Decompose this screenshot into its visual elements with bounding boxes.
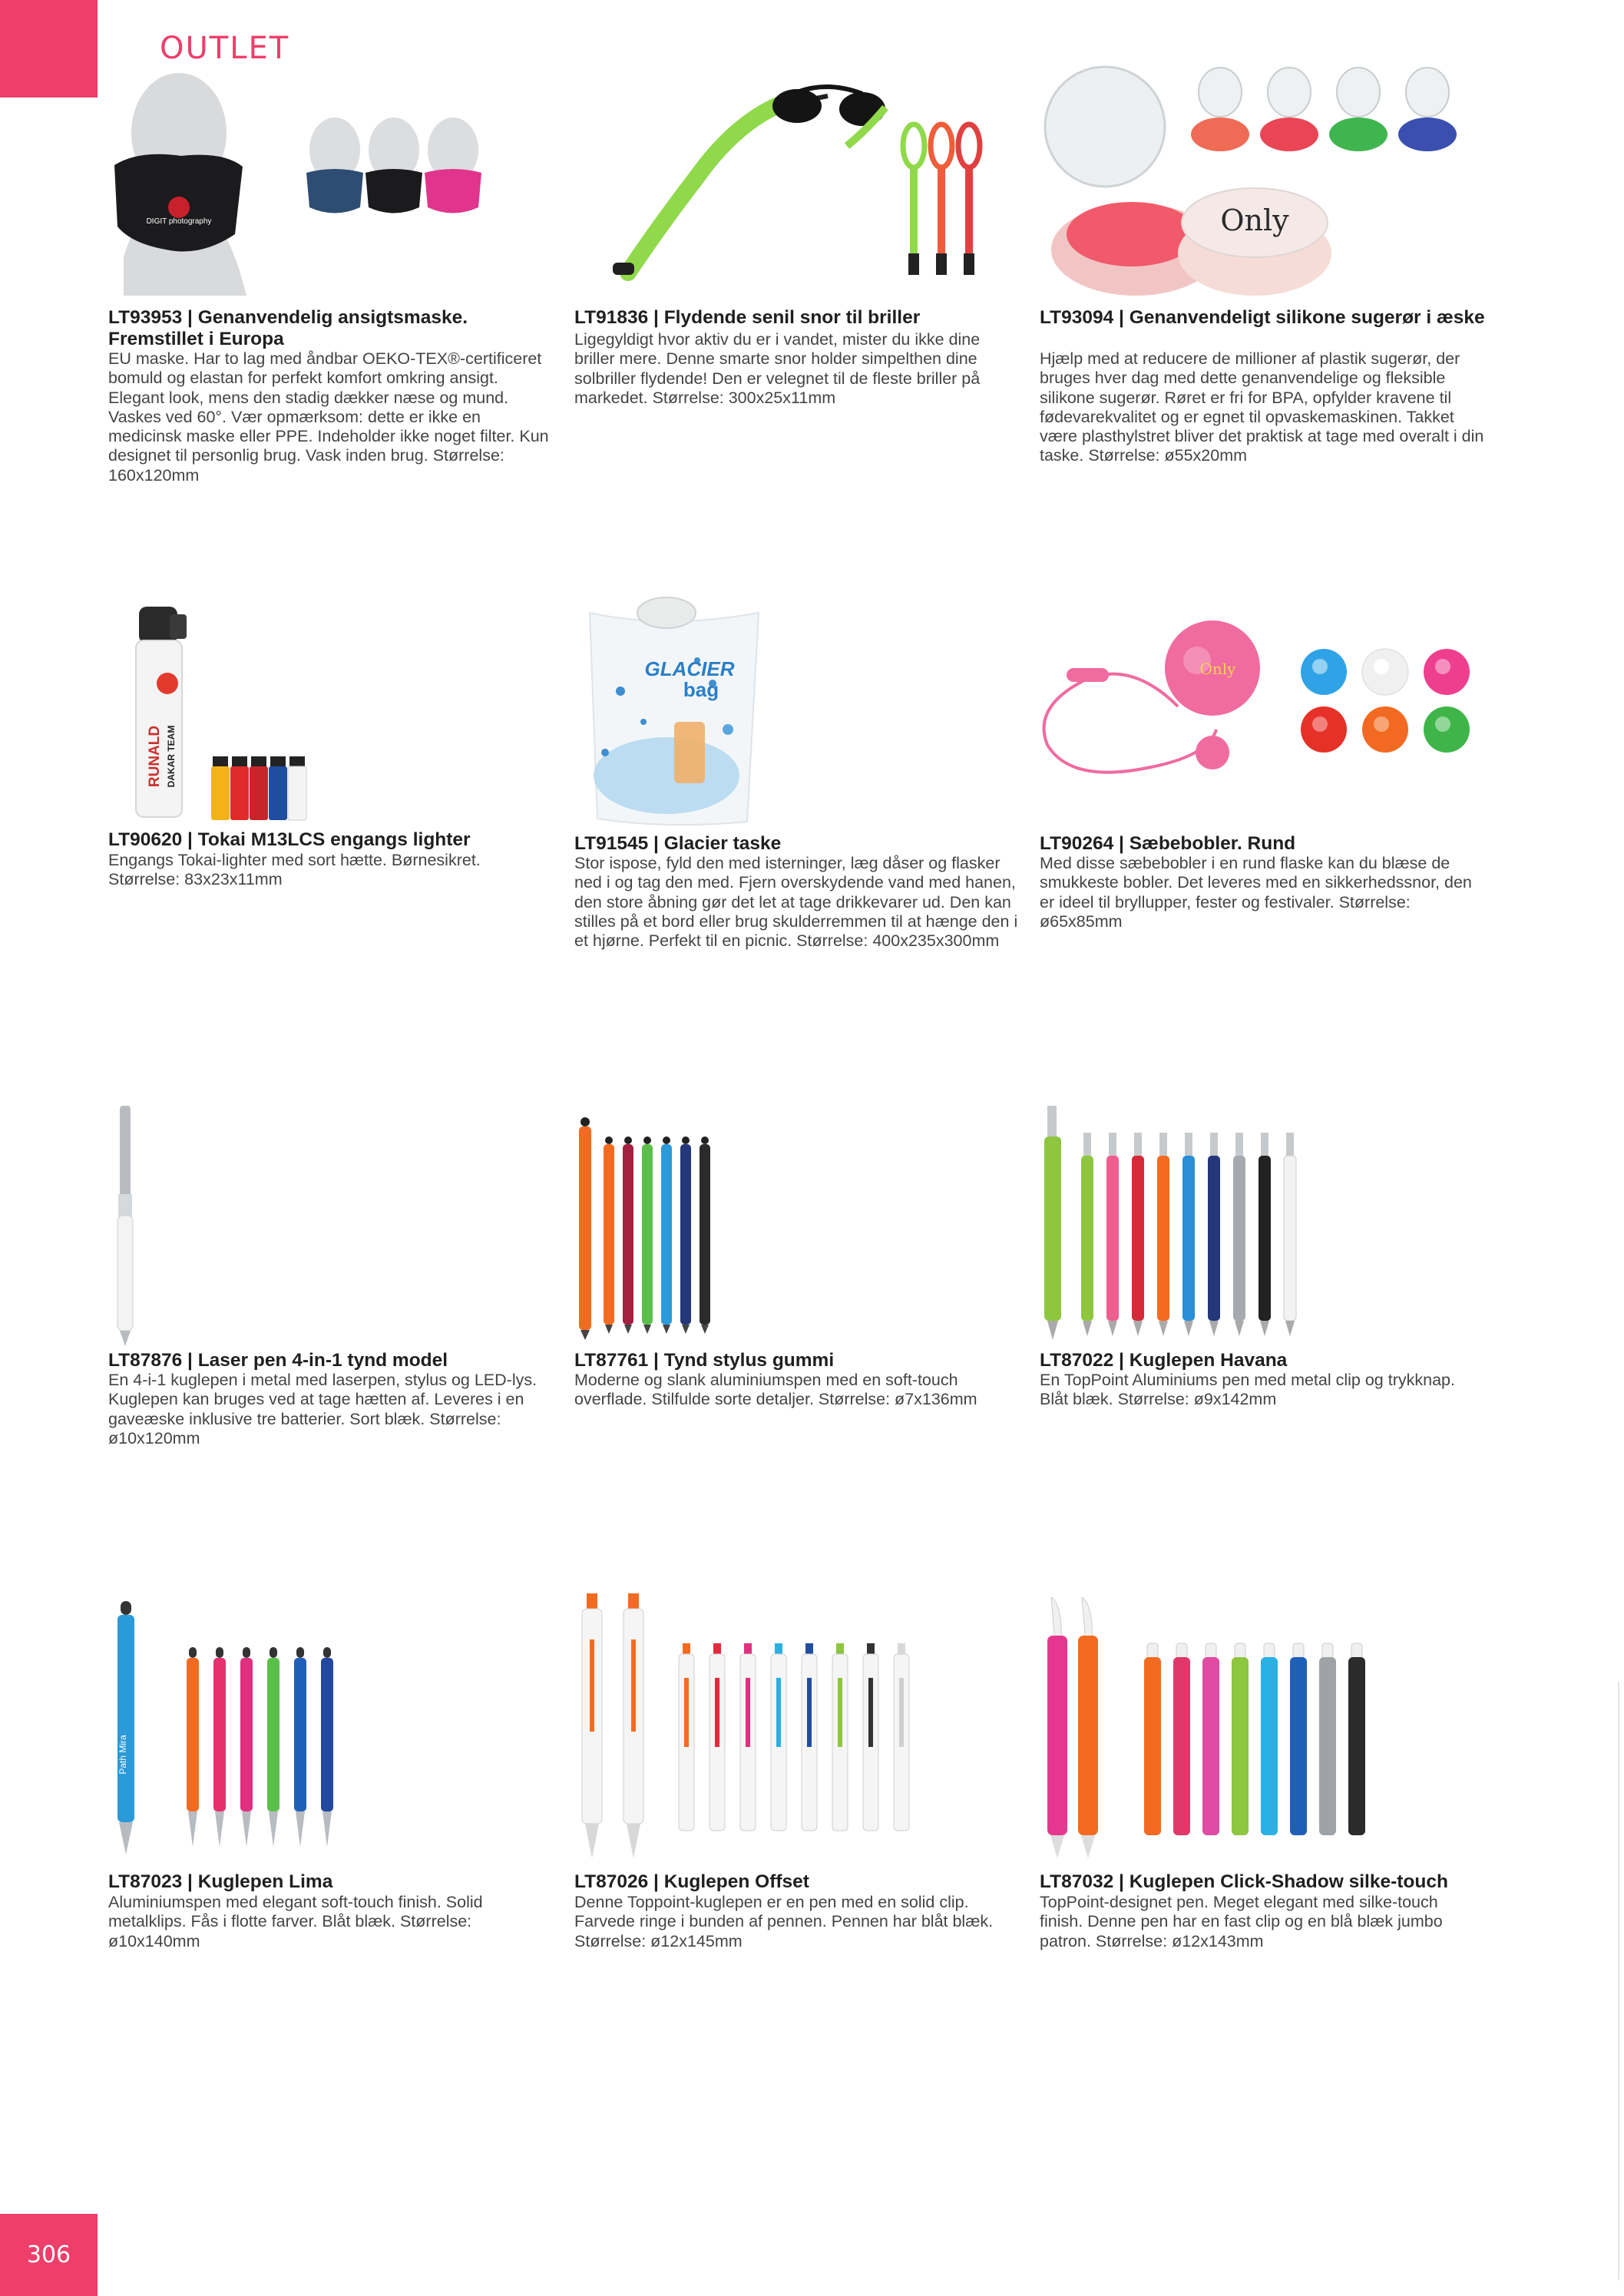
bag-logo-line-1: GLACIER [644,657,735,680]
product-title: LT87023 | Kuglepen Lima [108,1871,333,1892]
product-description: Moderne og slank aluminiumspen med en soft-touch overflade. Stilfulde sorte detaljer. Størrelse: ø7x136mm [574,1371,977,1409]
product-description: Hjælp med at reducere de millioner af plastik sugerør, der bruges hver dag med dette genanvendelige og fleksible silikone sugerør. Røret er fri for BPA, opfylder kravene til fødevarekvalitet og er egnet til opvaskemaskinen. Takket være plasthylstret bliver det praktisk at tage med overalt i din taske. Størrelse: ø55x20mm [1040,349,1484,465]
product-description: En 4-i-1 kuglepen i metal med laserpen, stylus og LED-lys. Kuglepen kan bruges ved at tage hætten af. Leveres i en gaveæske inklusive tre batterier. Sort blæk. Størrelse: ø10x120mm [108,1371,537,1447]
section-tab [0,0,98,98]
product-image-offset-pens [574,1593,1020,1862]
page-number: 306 [0,2214,98,2296]
product-title: LT91545 | Glacier taske [574,833,782,854]
product-card-lt87026 [574,0,1020,1997]
product-title: LT93094 | Genanvendeligt silikone sugerør i æske [1040,307,1485,328]
product-card-lt87023 [108,0,554,1997]
product-description: Med disse sæbebobler i en rund flaske kan du blæse de smukkeste bobler. Det leveres med en sikkerhedssnor, den er ideel til bryllupper, fester og festivaler. Størrelse: ø65x85mm [1040,854,1472,931]
product-description: Denne Toppoint-kuglepen er en pen med en solid clip. Farvede ringe i bunden af pennen. Pennen har blåt blæk. Størrelse: ø12x145mm [574,1893,994,1950]
product-card-lt87032 [1040,0,1485,1997]
product-description: TopPoint-designet pen. Meget elegant med silke-touch finish. Denne pen har en fast clip og en blå blæk jumbo patron. Størrelse: ø12x143mm [1040,1893,1443,1950]
product-title: LT87761 | Tynd stylus gummi [574,1350,835,1371]
lighter-logo-subtext: DAKAR TEAM [166,725,177,788]
product-title: LT87026 | Kuglepen Offset [574,1871,809,1892]
product-description: Stor ispose, fyld den med isterninger, læg dåser og flasker ned i og tag den med. Fjern overskydende vand med hanen, den store åbning gør det let at tage drikkevarer ud. Den kan stilles på et bord eller brug skulderremmen til at hænge den i et hjørne. Perfekt til en picnic. Størrelse: 400x235x300mm [574,854,1018,951]
product-image-lima-pens [108,1601,554,1862]
product-title: LT91836 | Flydende senil snor til briller [574,307,921,328]
bubble-logo: Only [1199,660,1236,678]
mask-logo-text: DIGIT photography [146,217,212,226]
edge-divider [1618,1682,1619,2281]
product-title: LT93953 | Genanvendelig ansigtsmaske. Fremstillet i Europa [108,307,468,349]
bag-logo-line-2: bag [683,678,719,701]
product-description: En TopPoint Aluminiums pen med metal clip og trykknap. Blåt blæk. Størrelse: ø9x142mm [1040,1371,1455,1409]
product-image-click-shadow-pens [1040,1597,1485,1862]
product-description: Aluminiumspen med elegant soft-touch finish. Solid metalklips. Fås i flotte farver. Blåt blæk. Størrelse: ø10x140mm [108,1893,483,1950]
section-title: OUTLET [160,31,290,66]
product-description: Engangs Tokai-lighter med sort hætte. Børnesikret. Størrelse: 83x23x11mm [108,851,481,889]
product-title: LT87032 | Kuglepen Click-Shadow silke-touch [1040,1871,1448,1892]
product-title: LT90620 | Tokai M13LCS engangs lighter [108,829,471,850]
lighter-logo-text: RUNALD [147,725,163,788]
product-description: Ligegyldigt hvor aktiv du er i vandet, mister du ikke dine briller mere. Denne smarte snor holder simpelthen dine solbriller flydende! Den er velegnet til de fleste briller på markedet. Størrelse: 300x25x11mm [574,330,981,407]
product-description: EU maske. Har to lag med åndbar OEKO-TEX®-certificeret bomuld og elastan for perfekt komfort omkring ansigt. Elegant look, mens den stadig dækker næse og mund. Vaskes ved 60°. Vær opmærksom: dette er ikke en medicinsk maske eller PPE. Indeholder ikke noget filter. Kun designet til personlig brug. Vask inden brug. Størrelse: 160x120mm [108,349,549,485]
product-title: LT90264 | Sæbebobler. Rund [1040,833,1296,854]
product-title: LT87876 | Laser pen 4-in-1 tynd model [108,1350,448,1371]
pen-logo-text: Path Mira [117,1735,128,1775]
straw-lid-logo: Only [1220,203,1289,237]
product-title: LT87022 | Kuglepen Havana [1040,1350,1288,1371]
